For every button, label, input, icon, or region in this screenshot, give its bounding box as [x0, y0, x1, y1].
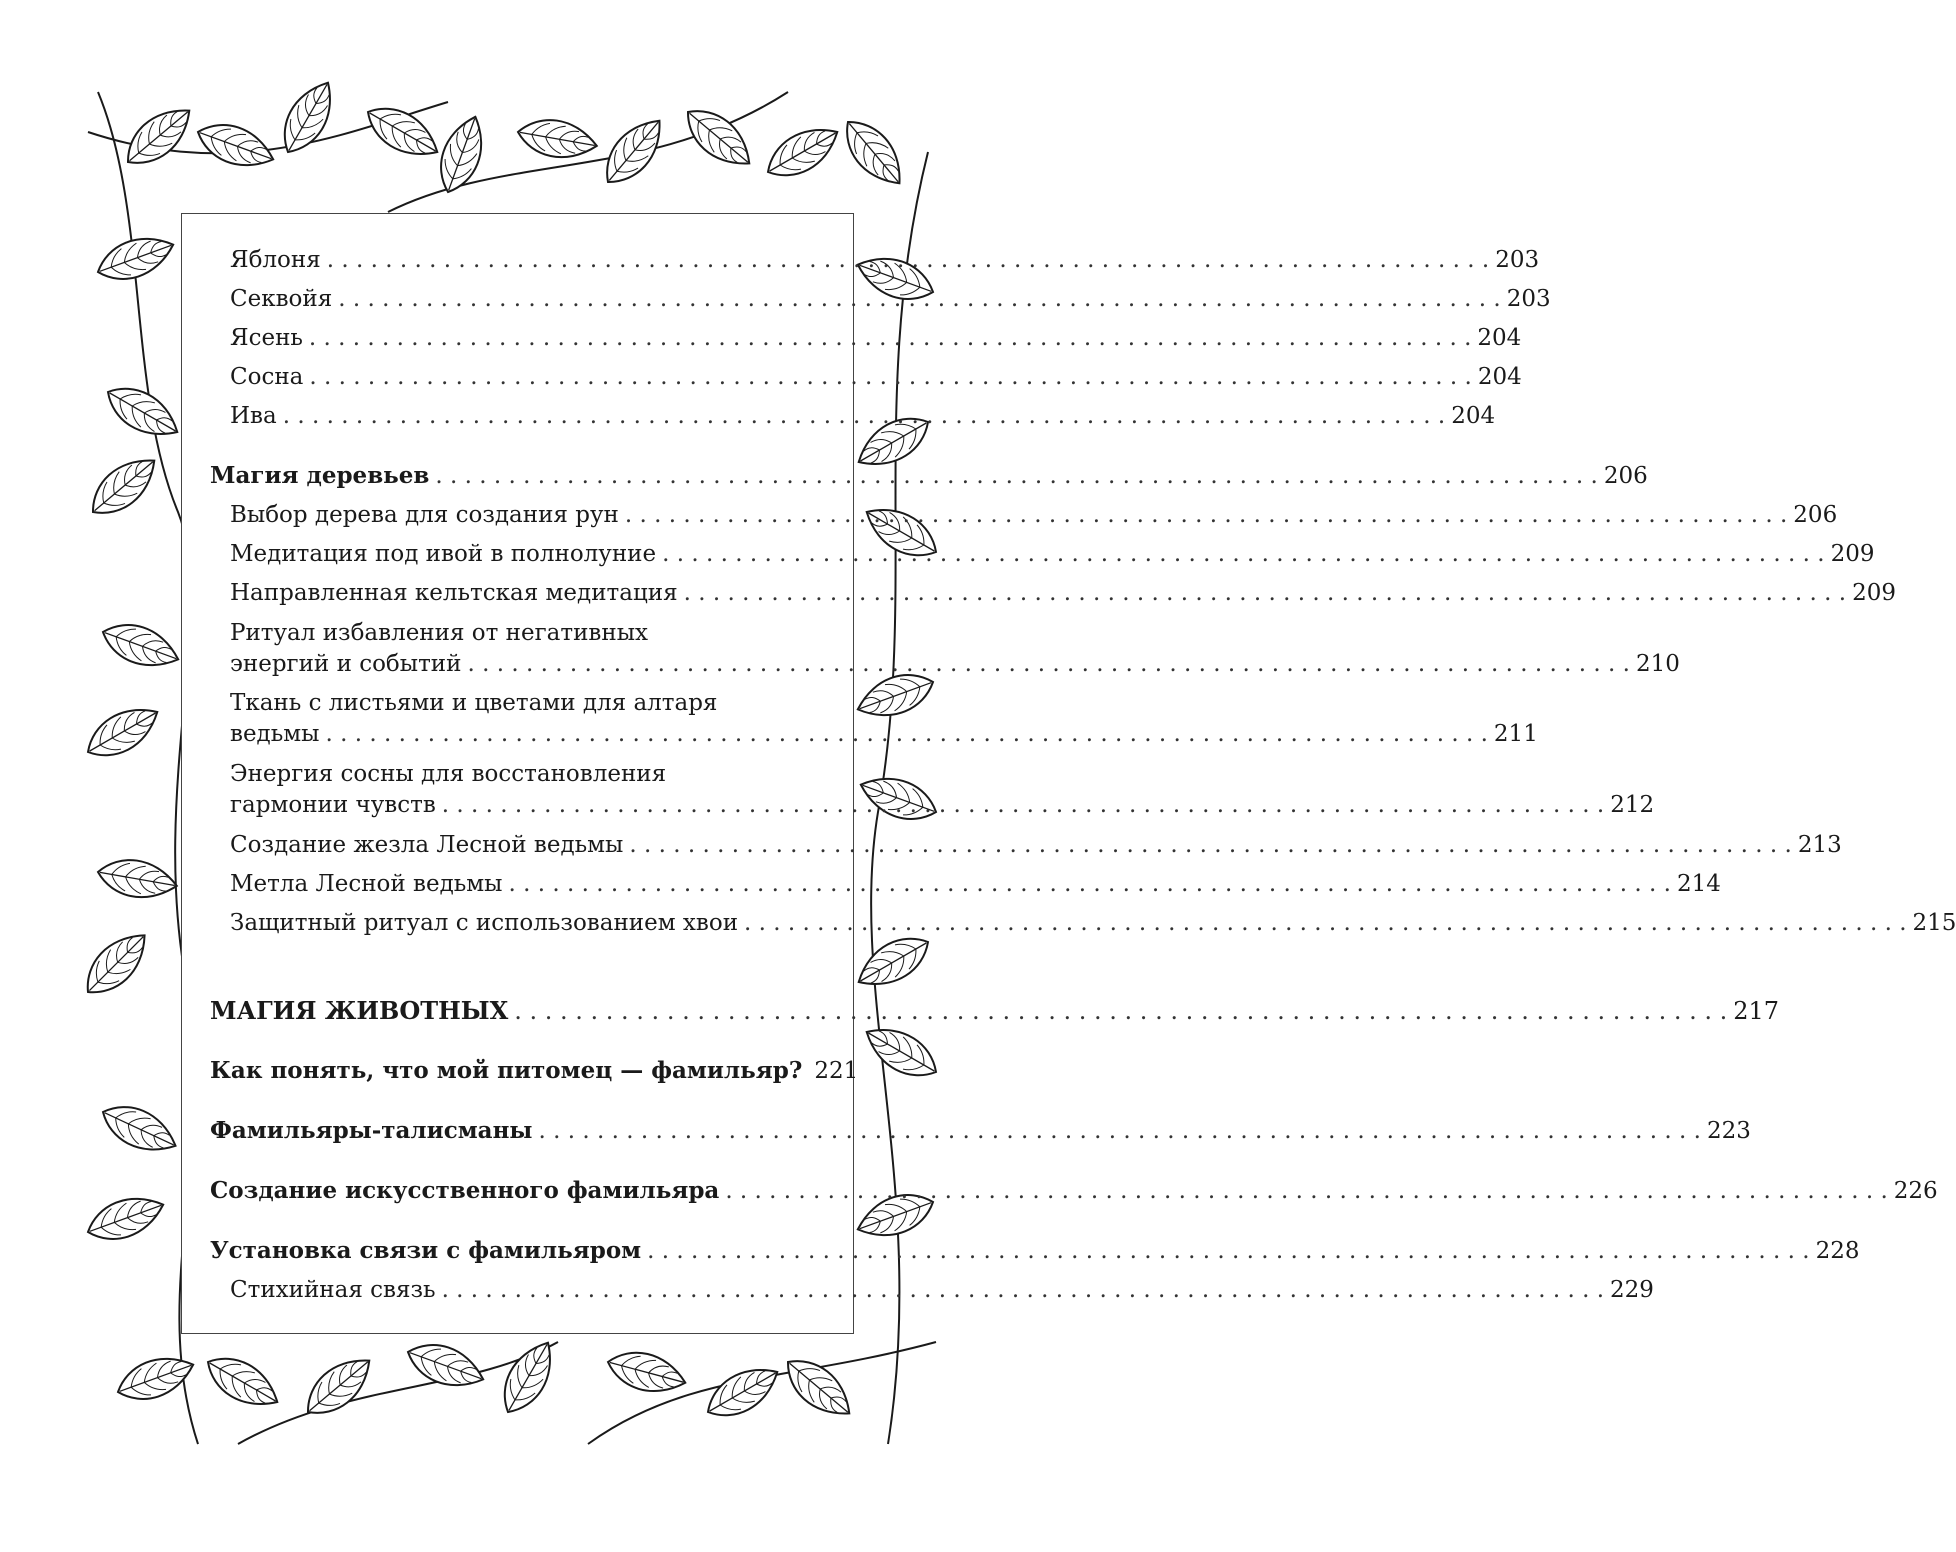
- toc-entry-page: 210: [1635, 651, 1680, 677]
- toc-entry-first-line: Энергия сосны для восстановления: [230, 761, 667, 787]
- dot-leader: [338, 283, 1500, 315]
- toc-entry: [230, 538, 1875, 570]
- toc-entry-page: 223: [1706, 1118, 1751, 1144]
- toc-entry: [230, 789, 1655, 821]
- toc-entry: [230, 361, 1522, 393]
- dot-leader: [647, 1235, 1809, 1267]
- toc-entry-page: 203: [1506, 286, 1551, 312]
- toc-chapter-title: МАГИЯ ЖИВОТНЫХ: [210, 996, 509, 1025]
- toc-section-title: Магия деревьев: [210, 462, 430, 489]
- dot-leader: [442, 789, 1604, 821]
- toc-entry-title: Сосна: [230, 364, 304, 390]
- toc-entry-title: Выбор дерева для создания рун: [230, 502, 619, 528]
- toc-entry-page: 209: [1852, 580, 1896, 606]
- toc-entry-page: 203: [1495, 247, 1540, 273]
- toc-entry-title: Стихийная связь: [230, 1277, 436, 1303]
- dot-leader: [625, 499, 1787, 531]
- toc-entry: [230, 499, 1838, 531]
- toc-entry: [230, 244, 1540, 276]
- toc-entry-title: Защитный ритуал с использованием хвои: [230, 910, 739, 936]
- toc-entry: [230, 400, 1496, 432]
- toc-entry: [230, 868, 1721, 900]
- toc-entry-title: Создание жезла Лесной ведьмы: [230, 832, 624, 858]
- toc-entry: [230, 577, 1896, 609]
- dot-leader: [725, 1175, 1887, 1207]
- toc-entry: [230, 907, 1956, 939]
- toc-entry: [230, 322, 1522, 354]
- dot-leader: [467, 648, 1629, 680]
- toc-section: [210, 460, 1648, 492]
- dot-leader: [283, 400, 1445, 432]
- toc-section: [210, 1175, 1938, 1207]
- dot-leader: [508, 868, 1670, 900]
- dot-leader: [744, 907, 1906, 939]
- toc-entry: [230, 283, 1551, 315]
- toc-entry-title: энергий и событий: [230, 651, 462, 677]
- dot-leader: [435, 460, 1597, 492]
- toc-entry-page: 226: [1893, 1178, 1938, 1204]
- toc-entry-page: 221: [814, 1058, 859, 1084]
- toc-entry-page: 217: [1733, 997, 1780, 1025]
- dot-leader: [629, 829, 1791, 861]
- toc-entry-title: Ясень: [230, 325, 303, 351]
- toc-entry-page: 204: [1477, 325, 1522, 351]
- toc-entry-title: ведьмы: [230, 721, 320, 747]
- toc-section: [210, 1055, 859, 1087]
- toc-entry-title: Секвойя: [230, 286, 333, 312]
- dot-leader: [325, 718, 1487, 750]
- toc-entry-page: 206: [1603, 463, 1648, 489]
- toc-entry: [230, 648, 1680, 680]
- toc-entry-page: 204: [1451, 403, 1496, 429]
- toc-entry-page: 213: [1797, 832, 1842, 858]
- toc-entry-first-line: Ритуал избавления от негативных: [230, 620, 648, 646]
- dot-leader: [327, 244, 1489, 276]
- dot-leader: [684, 577, 1846, 609]
- toc-entry-page: 214: [1676, 871, 1721, 897]
- toc-section-title: Фамильяры-талисманы: [210, 1117, 533, 1144]
- toc-entry-page: 228: [1815, 1238, 1860, 1264]
- dot-leader: [514, 995, 1727, 1027]
- toc-entry-title: Ива: [230, 403, 277, 429]
- toc-section-title: Установка связи с фамильяром: [210, 1237, 642, 1264]
- toc-chapter: [210, 995, 1780, 1027]
- toc-entry-page: 204: [1477, 364, 1522, 390]
- toc-entry-page: 209: [1830, 541, 1875, 567]
- toc-entry-title: Яблоня: [230, 247, 321, 273]
- toc-section-title: Как понять, что мой питомец — фамильяр?: [210, 1057, 803, 1084]
- toc-entry: [230, 1274, 1654, 1306]
- dot-leader: [442, 1274, 1604, 1306]
- table-of-contents: [181, 213, 1956, 1334]
- toc-entry-title: Медитация под ивой в полнолуние: [230, 541, 657, 567]
- toc-entry-page: 215: [1912, 910, 1956, 936]
- toc-entry-first-line: Ткань с листьями и цветами для алтаря: [230, 690, 718, 716]
- dot-leader: [309, 322, 1471, 354]
- toc-entry-page: 211: [1493, 721, 1538, 747]
- toc-entry-title: Метла Лесной ведьмы: [230, 871, 503, 897]
- toc-entry-page: 229: [1610, 1277, 1654, 1303]
- toc-entry-title: гармонии чувств: [230, 792, 436, 818]
- dot-leader: [662, 538, 1824, 570]
- toc-entry-title: Направленная кельтская медитация: [230, 580, 678, 606]
- toc-entry-page: 206: [1793, 502, 1838, 528]
- toc-section: [210, 1235, 1860, 1267]
- toc-entry: [230, 718, 1538, 750]
- toc-entry-page: 212: [1610, 792, 1655, 818]
- dot-leader: [538, 1115, 1700, 1147]
- toc-entry: [230, 829, 1842, 861]
- dot-leader: [309, 361, 1471, 393]
- toc-section-title: Создание искусственного фамильяра: [210, 1177, 720, 1204]
- toc-section: [210, 1115, 1751, 1147]
